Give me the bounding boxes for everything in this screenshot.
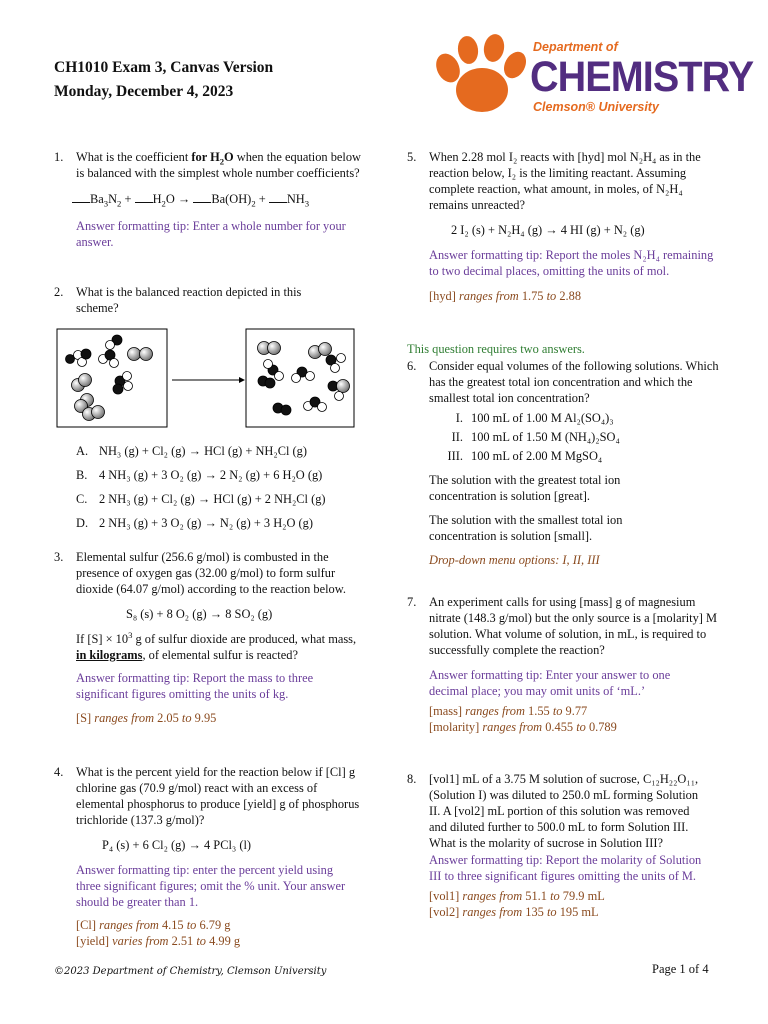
option-d[interactable]: D. 2 NH₃ (g) + 3 O₂ (g) → N₂ (g) + 3 H₂O (g) [76,516,313,530]
variable-range-1: [mass] ranges from 1.55 to 9.77 [429,704,588,718]
answer-tip: Answer formatting tip: Report the molarity of Solution III to three significant figures omitting the units of M. [429,853,702,883]
question-text: What is the balanced reaction depicted in this scheme? [76,285,302,315]
question-number: 5. [407,150,417,164]
logo-university: Clemson® University [533,100,659,114]
question-text: When 2.28 mol I₂ reacts with [hyd] mol N₂H₄ as in the reaction below, I₂ is the limiting reactant. Assuming complete reaction, what amount, in moles, of N₂H₄ remains unreacted? [429,150,701,212]
question-number: 8. [407,772,417,786]
equation: 2 I₂ (s) + N₂H₄ (g) → 4 HI (g) + N₂ (g) [451,223,645,237]
answer-tip: Answer formatting tip: Enter a whole number for your answer. [76,219,346,249]
question-text: Elemental sulfur (256.6 g/mol) is combusted in the presence of oxygen gas (32.00 g/mol) to form sulfur dioxide (64.07 g/mol) according to the reaction below. [76,550,346,596]
greatest-blank[interactable]: The solution with the greatest total ion concentration is solution [great]. [429,473,621,503]
question-number: 6. [407,359,417,373]
question-number: 3. [54,550,64,564]
option-c[interactable]: C. 2 NH₃ (g) + Cl₂ (g) → HCl (g) + 2 NH₂Cl (g) [76,492,326,506]
question-text: [vol1] mL of a 3.75 M solution of sucrose, C₁₂H₂₂O₁₁, (Solution I) was diluted to 250.0 mL forming Solution II. A [vol2] mL portion of this solution was removed and diluted further to 500.0 mL to form Solution III. What is the molarity of sucrose in Solution III? [429,772,699,850]
answer-tip: Answer formatting tip: enter the percent yield using three significant figures; omit the % unit. Your answer should be greater than 1. [76,863,346,909]
variable-range-2: [molarity] ranges from 0.455 to 0.789 [429,720,617,734]
question-text-2: If $[S] \times 10^3$ g of sulfur dioxide are produced, what mass, in kilograms, of elemental sulfur is reacted? [76,629,357,662]
question-7 [407,594,727,735]
reaction-scheme [56,328,356,430]
solution-item: II. 100 mL of 1.50 M (NH₄)₂SO₄ [451,430,620,444]
question-2-options [54,439,374,535]
equation: S₈ (s) + 8 O₂ (g) → 8 SO₂ (g) [126,607,273,621]
solution-item: I. 100 mL of 1.00 M Al₂(SO₄)₃ [455,411,614,425]
variable-range-1: [vol1] ranges from 51.1 to 79.9 mL [429,889,605,903]
variable-range: [hyd] ranges from 1.75 to 2.88 [429,289,582,303]
smallest-blank[interactable]: The solution with the smallest total ion concentration is solution [small]. [429,513,623,543]
question-1 [54,149,364,250]
dropdown-options: Drop-down menu options: I, II, III [429,553,600,567]
answer-tip: Answer formatting tip: Enter your answer to one decimal place; you may omit units of ‘mL.’ [429,668,671,698]
answer-tip: Answer formatting tip: Report the mass to three significant figures omitting the units of kg. [76,671,314,701]
variable-range-1: [Cl] ranges from 4.15 to 6.79 g [76,918,231,932]
variable-range: [S] ranges from 2.05 to 9.95 [76,711,217,725]
exam-title [54,56,273,104]
tiger-paw-icon [432,34,528,116]
solution-item: III. 100 mL of 2.00 M MgSO₄ [447,449,603,463]
question-text: What is the coefficient for $H_2O$ when the equation below is balanced with the simplest whole number coefficients? [76,150,362,180]
answer-tip: Answer formatting tip: Report the moles N₂H₄ remaining to two decimal places, omitting the units of mol. [429,248,714,278]
variable-range-2: [yield] varies from 2.51 to 4.99 g [76,934,241,948]
question-text: An experiment calls for using [mass] g of magnesium nitrate (148.3 g/mol) but the only source is a [molarity] M solution. What volume of solution, in mL, is required to successfully complete the reaction? [429,595,718,657]
question-number: 4. [54,765,64,779]
question-2 [54,284,364,316]
question-text: Consider equal volumes of the following solutions. Which has the greatest total ion concentration and which the smallest total ion concentration? [429,359,719,405]
question-number: 2. [54,285,64,299]
solution-list [443,409,727,466]
question-3 [54,549,364,726]
question-6 [407,341,727,568]
equation: P₄ (s) + 6 Cl₂ (g) → 4 PCl₃ (l) [102,838,252,852]
exam-title-line1: CH1010 Exam 3, Canvas Version [54,59,274,76]
department-logo [432,34,754,120]
exam-date: Monday, December 4, 2023 [54,83,234,100]
page-number: Page 1 of 4 [652,962,709,976]
equation: $Ba_3N_2 + H_2O \to Ba(OH)_2 + NH_3$ [72,191,364,207]
variable-range-2: [vol2] ranges from 135 to 195 mL [429,905,599,919]
copyright-footer: ©2023 Department of Chemistry, Clemson University [54,966,327,977]
option-b[interactable]: B. 4 NH₃ (g) + 3 O₂ (g) → 2 N₂ (g) + 6 H₂O (g) [76,468,323,482]
question-4 [54,764,364,949]
question-number: 1. [54,150,64,164]
question-text: What is the percent yield for the reaction below if [Cl] g chlorine gas (70.9 g/mol) react with an excess of elemental phosphorus to produce [yield] g of phosphorus trichloride (137.3 g/mol)? [76,765,360,827]
option-a[interactable]: A. NH₃ (g) + Cl₂ (g) → HCl (g) + NH₂Cl (g) [76,444,307,458]
logo-department: Department of [533,40,618,54]
logo-chemistry: CHEMISTRY [530,53,754,101]
two-answers-note: This question requires two answers. [407,342,585,356]
question-number: 7. [407,595,417,609]
question-5 [407,149,727,304]
question-8 [407,771,727,920]
